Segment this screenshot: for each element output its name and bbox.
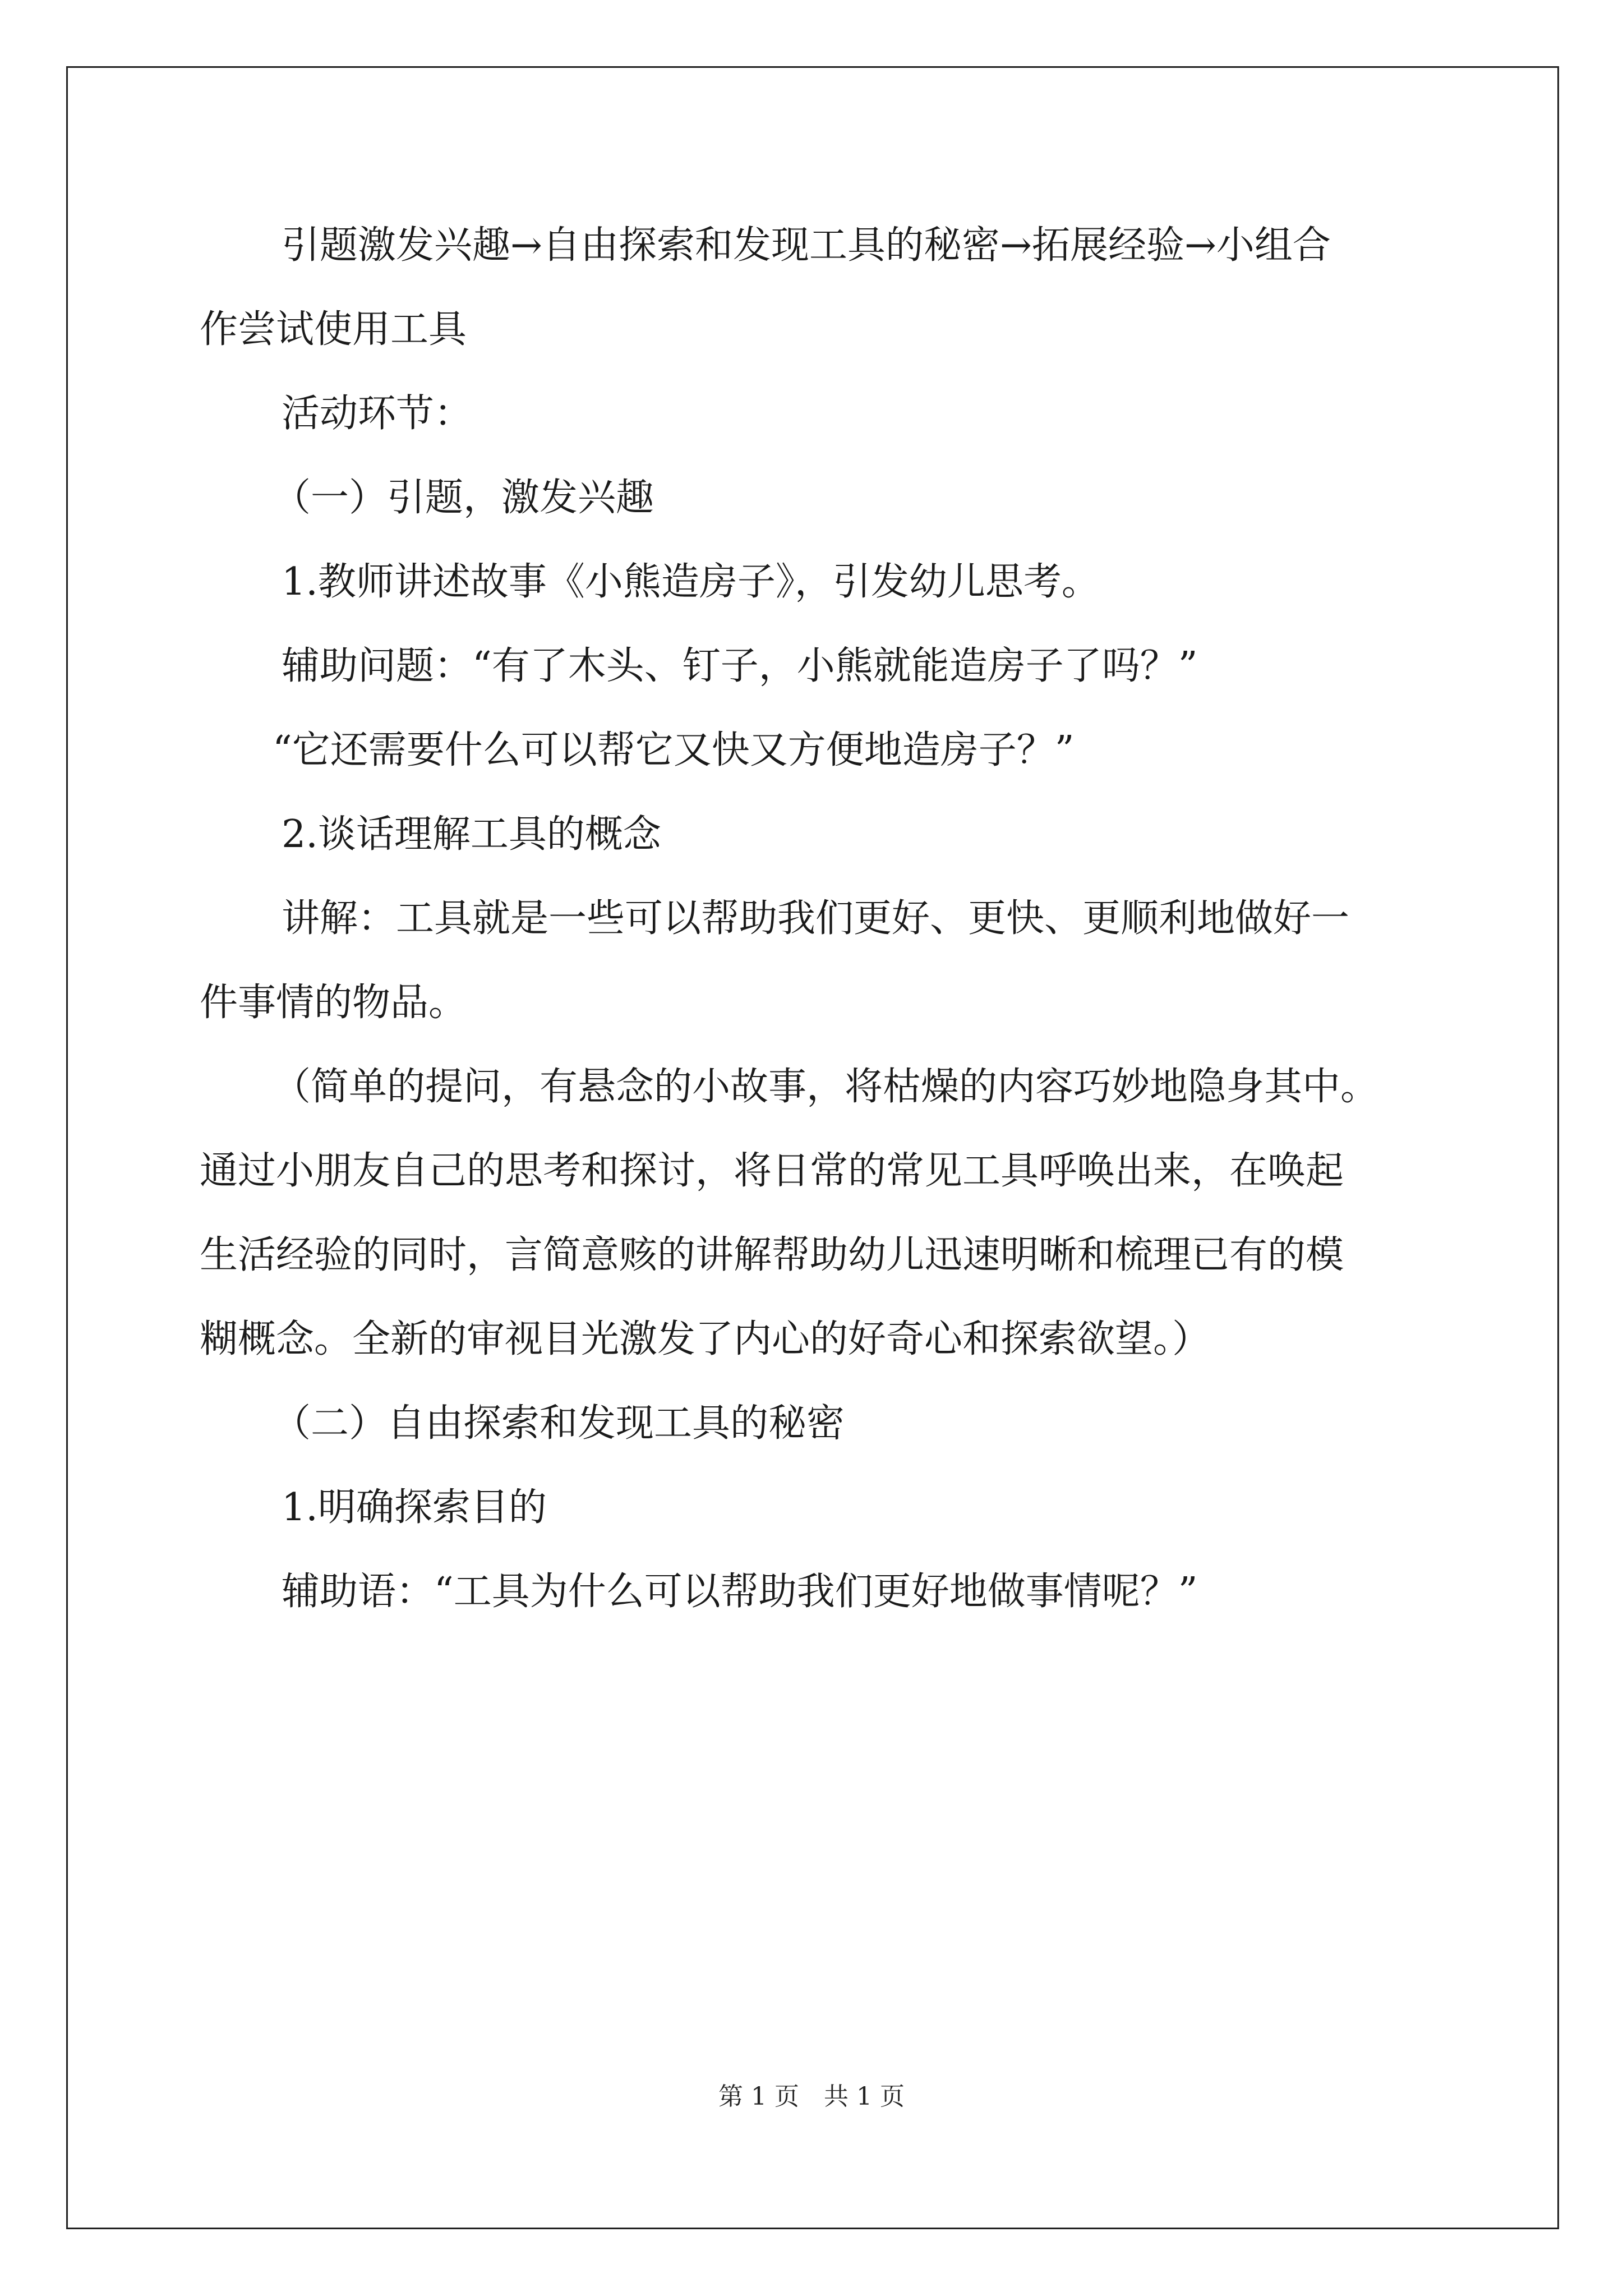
paragraph-line: 2.谈话理解工具的概念 [282,812,661,857]
section-heading: （二）自由探索和发现工具的秘密 [273,1401,845,1446]
paragraph-line: “它还需要什么可以帮它又快又方便地造房子？” [273,728,1075,772]
paragraph-line: 活动环节： [282,392,473,436]
paragraph-line: 件事情的物品。 [200,981,467,1025]
paragraph-line: 讲解：工具就是一些可以帮助我们更好、更快、更顺利地做好一 [282,896,1350,941]
paragraph-line: 通过小朋友自己的思考和探讨，将日常的常见工具呼唤出来，在唤起 [200,1149,1344,1193]
paragraph-line: 1.明确探索目的 [282,1485,547,1530]
paragraph-line: （简单的提问，有悬念的小故事，将枯燥的内容巧妙地隐身其中。 [273,1065,1379,1109]
paragraph-line: 糊概念。全新的审视目光激发了内心的好奇心和探索欲望。） [200,1317,1211,1361]
paragraph-line: 辅助问题：“有了木头、钉子，小熊就能造房子了吗？” [282,644,1198,688]
section-heading: （一）引题，激发兴趣 [273,476,654,520]
paragraph-line: 1.教师讲述故事《小熊造房子》，引发幼儿思考。 [282,560,1100,604]
page-number-footer: 第 1 页 共 1 页 [718,2082,905,2111]
page-border [66,66,1559,2229]
paragraph-line: 作尝试使用工具 [200,307,467,352]
paragraph-line: 辅助语：“工具为什么可以帮助我们更好地做事情呢？” [282,1570,1198,1614]
paragraph-line: 生活经验的同时，言简意赅的讲解帮助幼儿迅速明晰和梳理已有的模 [200,1233,1344,1277]
paragraph-line: 引题激发兴趣→自由探索和发现工具的秘密→拓展经验→小组合 [282,223,1331,268]
